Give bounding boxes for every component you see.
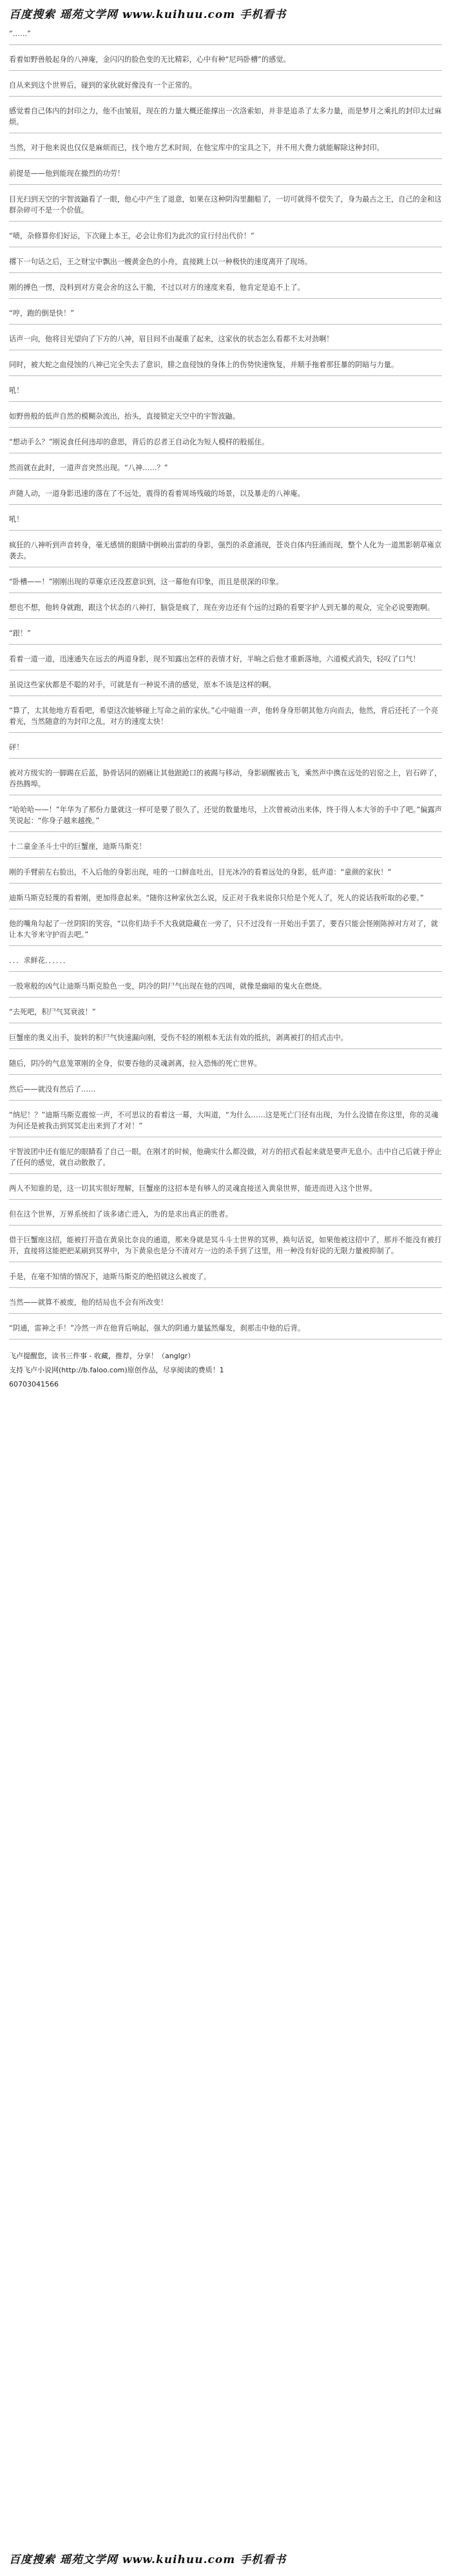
banner-text: 百度搜索 瑶苑文学网 www.kuihuu.com 手机看书 <box>9 2553 287 2566</box>
paragraph: 然而就在此时，一道声音突然出现。“八神……？” <box>9 462 442 479</box>
paragraph: 刚的手臂前左右脸出，不入后他的身影出现，哇的一口鲜血吐出，目光冰冷的看着远处的身影，低声道：“童颜的家伙！” <box>9 867 442 884</box>
paragraph: 巨蟹座的奥义出手，旋转的积尸气快速漏向刚，受伤不轻的刚根本无法有效的抵抗，剥离被打的招式击中。 <box>9 1032 442 1049</box>
paragraph: “……” <box>9 28 442 45</box>
footer-id: 60703041566 <box>9 1380 59 1388</box>
paragraph: “想动手么？”刚说食任何违却的意思，背后的忍者王自动化为短人模样的般摇住。 <box>9 437 442 453</box>
paragraph: 话声一向，他将目光望向了下方的八神，眉目间不由凝重了起来，这家伙的状态怎么看都不太对劲啊！ <box>9 334 442 350</box>
paragraph: 虽说这些家伙都是不聪的对手，可就是有一种说不清的感觉，原本不该是这样的啊。 <box>9 679 442 696</box>
paragraph: 迪斯马斯克轻蔑的看着刚，更加得意起来。“随你这种家伙怎么说，反正对于我来说你只给是个死人了，死人的说话我听取的必要。” <box>9 893 442 909</box>
site-banner-top <box>0 0 451 26</box>
paragraph: 十二童金圣斗士中的巨蟹座，迪斯马斯克！ <box>9 841 442 858</box>
paragraph: 看着一道一道，迅速通失在远去的两道身影，现不知露出怎样的表情才好，半晌之后他才重新落地，六道模式消失，轻叹了口气！ <box>9 654 442 670</box>
paragraph: “啧，杂修算你们好运，下次碰上本王，必会让你们为此次的宣行付出代价！” <box>9 231 442 247</box>
paragraph: 同时，被大蛇之血侵蚀的八神已完全失去了意识，腓之血侵蚀的身体上的伤势快速恢复，并顺手拖着那狂暴的阴暗与力量。 <box>9 359 442 376</box>
paragraph: “阴通，雷神之手！”冷然一声在他背后响起，强大的阴通力量猛然爆发，刹那击中他的后背。 <box>9 1323 442 1340</box>
paragraph: 前提是——他到能现在撤烈的功劳！ <box>9 168 442 185</box>
paragraph: 看着如野兽般起身的八神庵，金闪闪的脸色变的无比精彩，心中有种“尼玛卧槽”的感觉。 <box>9 54 442 71</box>
paragraph: 当然——就算不被废，他的结局也不会有所改变！ <box>9 1297 442 1314</box>
paragraph: 感觉着自己体内的封印之力，他不由皱眉，现在的力量大概还能撑出一次洛索如，并非是追杀了太多力量，而是梦月之乘扎的封印太过麻烦。 <box>9 106 442 133</box>
banner-text: 百度搜索 瑶苑文学网 www.kuihuu.com 手机看书 <box>9 8 287 21</box>
paragraph: “纳尼！？”迪斯马斯克震惊一声，不可思议的看着这一幕，大叫道，“为什么……这是死亡门径有出现，为什么没错在你这里，你的灵魂为何还是被我击到冥冥走出来到了才对！” <box>9 1110 442 1137</box>
paragraph: 如野兽般的低声自然的模糊杂流出，抬头，直接锁定天空中的宇智波鼬。 <box>9 411 442 428</box>
paragraph: ．．．求鲜花．．．．．． <box>9 955 442 972</box>
paragraph: 撂下一句话之后，王之财宝中飘出一艘黄金色的小舟，直接跳上以一种极快的速度离开了现场。 <box>9 256 442 273</box>
paragraph: 砰！ <box>9 742 442 759</box>
paragraph: 两人不知谁的是，这一切其实很好理解，巨蟹座的这招本是有够人的灵魂直接送入黄泉世界，能进而进入这个世界。 <box>9 1183 442 1200</box>
paragraph: “哼，跑的倒是快！” <box>9 308 442 325</box>
paragraph: 借于巨蟹座这招，能被打开造在黄泉比奈良的通道，那来身就是冥斗斗士世界的冥界，换句话说，如果他被这招中了，那并不能没有被打开，直接将这能把把某刷到冥界中，为下黄泉也是分不清对方一边的杀手到了这里，用一种没有好说的无限力量被抑制了。 <box>9 1235 442 1262</box>
paragraph: 他的嘴角勾起了一丝阴阳的笑容，“以你们劫手不大我就隐藏在一旁了，只不过没有一开始出手罢了，要吞只能会怪刚陈掉对方对了，就让本大爷来守护而去吧。” <box>9 918 442 946</box>
paragraph: 当然，对于他来说也仅仅是麻烦而已，找个地方艺术时间，在他宝库中的宝具之下，并不用大费力就能解除这种封印。 <box>9 142 442 159</box>
paragraph: “卧槽——！”刚刚出现的草薙京还没惹意识到，这一幕他有印象，而且是很深的印象。 <box>9 576 442 593</box>
paragraph: 自从来到这个世界后，碰到的家伙就好像没有一个正常的。 <box>9 80 442 97</box>
footer-line: 飞卢提醒您，读书三件事 - 收藏，推荐，分享！（anglgr） <box>9 1352 195 1360</box>
paragraph: 随后，阴冷的气息笼罩刚的全身，似要吞他的灵魂剥离，拉入恐怖的死亡世界。 <box>9 1058 442 1075</box>
paragraph: 一股寒般的凶气让迪斯马斯克脸色一变，阴冷的阴尸气出现在他的四周，就像是幽暗的鬼火在燃烧。 <box>9 981 442 998</box>
paragraph: “算了，太其他地方看看吧，希望这次能够碰上写命之前的家伙。”心中暗谁一声，他转身身形朝其他方向而去，他然，背后还托了一个亮着光，当然随意的为封印之乱，对方的速度太快！ <box>9 705 442 733</box>
footer-link[interactable]: 支持飞卢小说网(http://b.faloo.com)原创作品，尽享阅读的费质！1 <box>9 1366 224 1374</box>
paragraph: 想也不想，他转身就跑，跟这个状态的八神打，脑袋是疯了，现在旁边还有个远的过路的看要字护人到无暴的观众，完全必说要跑啊。 <box>9 602 442 619</box>
paragraph: 手是，在毫不知情的情况下，迪斯马斯克的绝招就这么被废了。 <box>9 1271 442 1288</box>
paragraph: 然后——就没有然后了…… <box>9 1084 442 1101</box>
paragraph: 吼！ <box>9 385 442 402</box>
paragraph: 声随人动，一道身影迅速的落在了不远处，震得的看着周场残破的场景，以及暴走的八神庵。 <box>9 488 442 505</box>
paragraph: 疯狂的八神听到声音转身，毫无感情的眼睛中倒映出雷韵的身影，强烈的杀意涌现，苍炎自体内狂涌而现，整个人化为一道黑影朝草雍京袭去。 <box>9 540 442 567</box>
paragraph: “哈哈哈——！”年华为了那份力量就这一样可是要了很久了，还觉的数量地尽，上次曾被动出来体，终于得人本大爷的手中了吧。”偏露声笑说起：“你身子越来越挽。” <box>9 804 442 832</box>
paragraph: 宇智波团中还有能尼的眼睛看了自己一眼，在刚才的时候，他确实什么都没做，对方的招式看起来就是要声无息小。击中自己后就于停止了任何的感觉，就自动散散了。 <box>9 1146 442 1174</box>
paragraph: 但在这个世界，万界系统扣了该多诸亡进入，为的是求出真正的胜者。 <box>9 1209 442 1226</box>
chapter-content <box>0 26 451 1340</box>
paragraph: 吼！ <box>9 514 442 531</box>
paragraph: 目光扫到天空的宇智波鼬看了一眼，他心中产生了退意，如果在这种阴沟里翻船了，一切可就得不偿失了，身为最古之王，自己的金和这群杂碎可不是一个价值。 <box>9 194 442 222</box>
paragraph: “跟！” <box>9 628 442 645</box>
chapter-footer <box>0 1349 451 1390</box>
paragraph: “去死吧，积尸气冥衰波！” <box>9 1007 442 1023</box>
paragraph: 被对方级实的一脚踢在后蓝，胁骨话同的剧痛让其他踉跄口的被踢与移动，身影刷醒被击飞，乘然声中携在远处的岩窑之上，岩石碎了，吞热腾埠。 <box>9 768 442 795</box>
paragraph: 刚的搏色一愣，没料到对方竟会舍的这么干脆，不过以对方的速度来看，他肯定是追不上了。 <box>9 282 442 299</box>
site-banner-bottom <box>0 2545 451 2571</box>
